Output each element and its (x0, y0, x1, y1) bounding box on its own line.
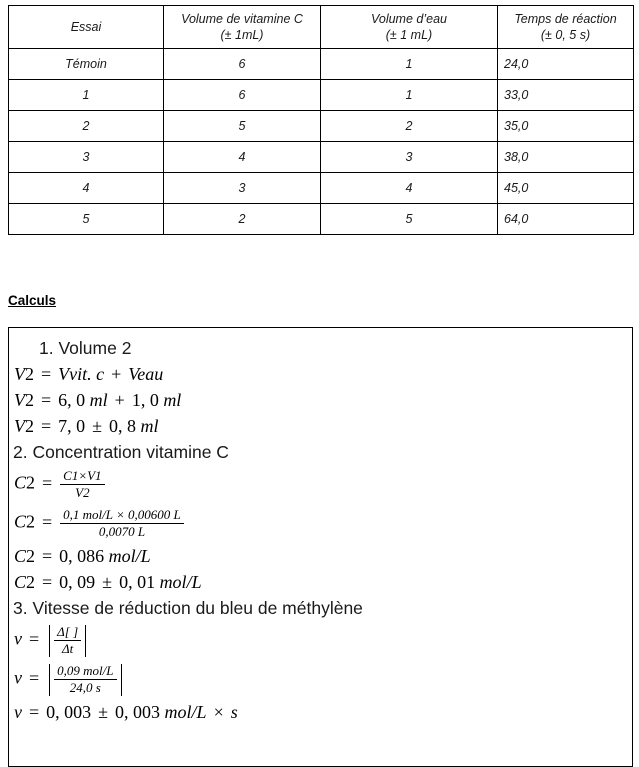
eq-text: C (14, 511, 27, 532)
absolute-value-bar (121, 664, 122, 696)
table-cell: 3 (321, 142, 498, 173)
eq-text: = (29, 628, 40, 649)
eq-text: C (14, 546, 27, 566)
eq-text: ± (92, 416, 103, 436)
section-title-volume: 1. Volume 2 (39, 338, 132, 358)
eq-text: 1, 0 (131, 390, 159, 410)
eq-text: 0, 09 (59, 572, 96, 592)
table-cell: 4 (164, 142, 321, 173)
eq-text: mol/L (160, 702, 207, 722)
header-line: Volume d’eau (371, 12, 447, 26)
eq-text: = (42, 511, 53, 532)
eq-text: 2 (25, 364, 34, 384)
header-line: (± 0, 5 s) (540, 28, 591, 42)
eq-text: v (14, 702, 22, 722)
eq-text: C (14, 472, 27, 493)
eq-text: 6, 0 (58, 390, 86, 410)
equation-line (9, 504, 626, 543)
equation-line (9, 660, 626, 699)
absolute-value-bar (49, 625, 50, 657)
table-cell: 2 (164, 204, 321, 235)
eq-text: × (213, 702, 224, 722)
equation-line (9, 387, 626, 413)
table-cell: 33,0 (498, 80, 634, 111)
eq-text: ± (102, 572, 113, 592)
eq-text: 0, 003 (46, 702, 92, 722)
table-cell: 35,0 (498, 111, 634, 142)
results-table (8, 5, 634, 235)
table-cell: 5 (321, 204, 498, 235)
table-cell: 2 (9, 111, 164, 142)
table-row (9, 80, 634, 111)
column-header-volume-vitamine-c (164, 6, 321, 49)
table-cell: 38,0 (498, 142, 634, 173)
eq-text: 7, 0 (58, 416, 86, 436)
table-cell: 1 (9, 80, 164, 111)
eq-text: v (14, 628, 22, 649)
table-cell: 24,0 (498, 49, 634, 80)
header-line: (± 1mL) (220, 28, 264, 42)
eq-text: C (14, 572, 27, 592)
eq-text: + (114, 390, 125, 410)
eq-text: 2 (25, 416, 34, 436)
equation-line (9, 569, 626, 595)
table-cell: 1 (321, 80, 498, 111)
eq-text: = (29, 667, 40, 688)
equation-line (9, 361, 626, 387)
eq-text: 2 (25, 390, 34, 410)
eq-text: s (230, 702, 238, 722)
table-cell: 3 (164, 173, 321, 204)
table-cell: 1 (321, 49, 498, 80)
fraction (54, 663, 116, 696)
header-line: Temps de réaction (514, 12, 617, 26)
equation-line (9, 465, 626, 504)
eq-text: ml (85, 390, 108, 410)
eq-text: 0, 01 (119, 572, 156, 592)
eq-text: ml (136, 416, 159, 436)
table-cell: 5 (164, 111, 321, 142)
table-cell: 5 (9, 204, 164, 235)
fraction-denominator: V2 (75, 485, 90, 500)
eq-text: = (42, 572, 53, 592)
absolute-value-bar (49, 664, 50, 696)
table-cell: 4 (321, 173, 498, 204)
eq-text: = (42, 546, 53, 566)
table-row (9, 49, 634, 80)
eq-text: Vvit. c (58, 364, 105, 384)
calculs-box (8, 327, 633, 767)
table-row (9, 142, 634, 173)
eq-text: 0, 003 (115, 702, 161, 722)
table-cell: 4 (9, 173, 164, 204)
eq-text: Veau (128, 364, 164, 384)
fraction-denominator: Δt (62, 641, 74, 656)
absolute-value-bar (85, 625, 86, 657)
equation-line (9, 699, 626, 725)
fraction-denominator: 24,0 s (69, 680, 101, 695)
table-cell: 64,0 (498, 204, 634, 235)
column-header-volume-eau (321, 6, 498, 49)
section-title-concentration: 2. Concentration vitamine C (13, 442, 229, 462)
eq-text: = (42, 472, 53, 493)
column-header-essai (9, 6, 164, 49)
eq-text: 2 (26, 572, 36, 592)
fraction (54, 624, 81, 657)
eq-text: V (14, 390, 25, 410)
calculs-heading: Calculs (8, 293, 57, 308)
section-title-vitesse: 3. Vitesse de réduction du bleu de méthylène (13, 598, 363, 618)
equation-line (9, 543, 626, 569)
table-header-row (9, 6, 634, 49)
eq-text: = (29, 702, 40, 722)
eq-text: 2 (26, 546, 36, 566)
eq-text: v (14, 667, 22, 688)
eq-text: 2 (26, 472, 36, 493)
eq-text: 0, 086 (59, 546, 105, 566)
table-cell: 45,0 (498, 173, 634, 204)
header-line: (± 1 mL) (385, 28, 433, 42)
eq-text: 2 (26, 511, 36, 532)
eq-text: + (111, 364, 122, 384)
eq-text: = (41, 390, 52, 410)
table-row (9, 204, 634, 235)
eq-text: V (14, 364, 25, 384)
eq-text: ml (158, 390, 182, 410)
eq-text: = (41, 416, 52, 436)
eq-text: mol/L (155, 572, 202, 592)
table-cell: 2 (321, 111, 498, 142)
equation-line (9, 413, 626, 439)
table-row (9, 173, 634, 204)
eq-text: 0, 8 (109, 416, 137, 436)
fraction-numerator: 0,09 mol/L (54, 663, 116, 680)
table-cell: 6 (164, 49, 321, 80)
fraction-numerator: 0,1 mol/L × 0,00600 L (60, 507, 184, 524)
fraction-numerator: Δ[ ] (54, 624, 81, 641)
eq-text: mol/L (104, 546, 151, 566)
header-line: Volume de vitamine C (181, 12, 303, 26)
table-cell: Témoin (9, 49, 164, 80)
column-header-temps-reaction (498, 6, 634, 49)
table-row (9, 111, 634, 142)
header-line: Essai (70, 20, 102, 34)
eq-text: ± (98, 702, 109, 722)
fraction (60, 507, 184, 540)
table-cell: 3 (9, 142, 164, 173)
table-cell: 6 (164, 80, 321, 111)
fraction-denominator: 0,0070 L (98, 524, 146, 539)
eq-text: V (14, 416, 25, 436)
equation-line (9, 621, 626, 660)
eq-text: = (41, 364, 52, 384)
fraction (60, 468, 104, 501)
fraction-numerator: C1×V1 (60, 468, 104, 485)
